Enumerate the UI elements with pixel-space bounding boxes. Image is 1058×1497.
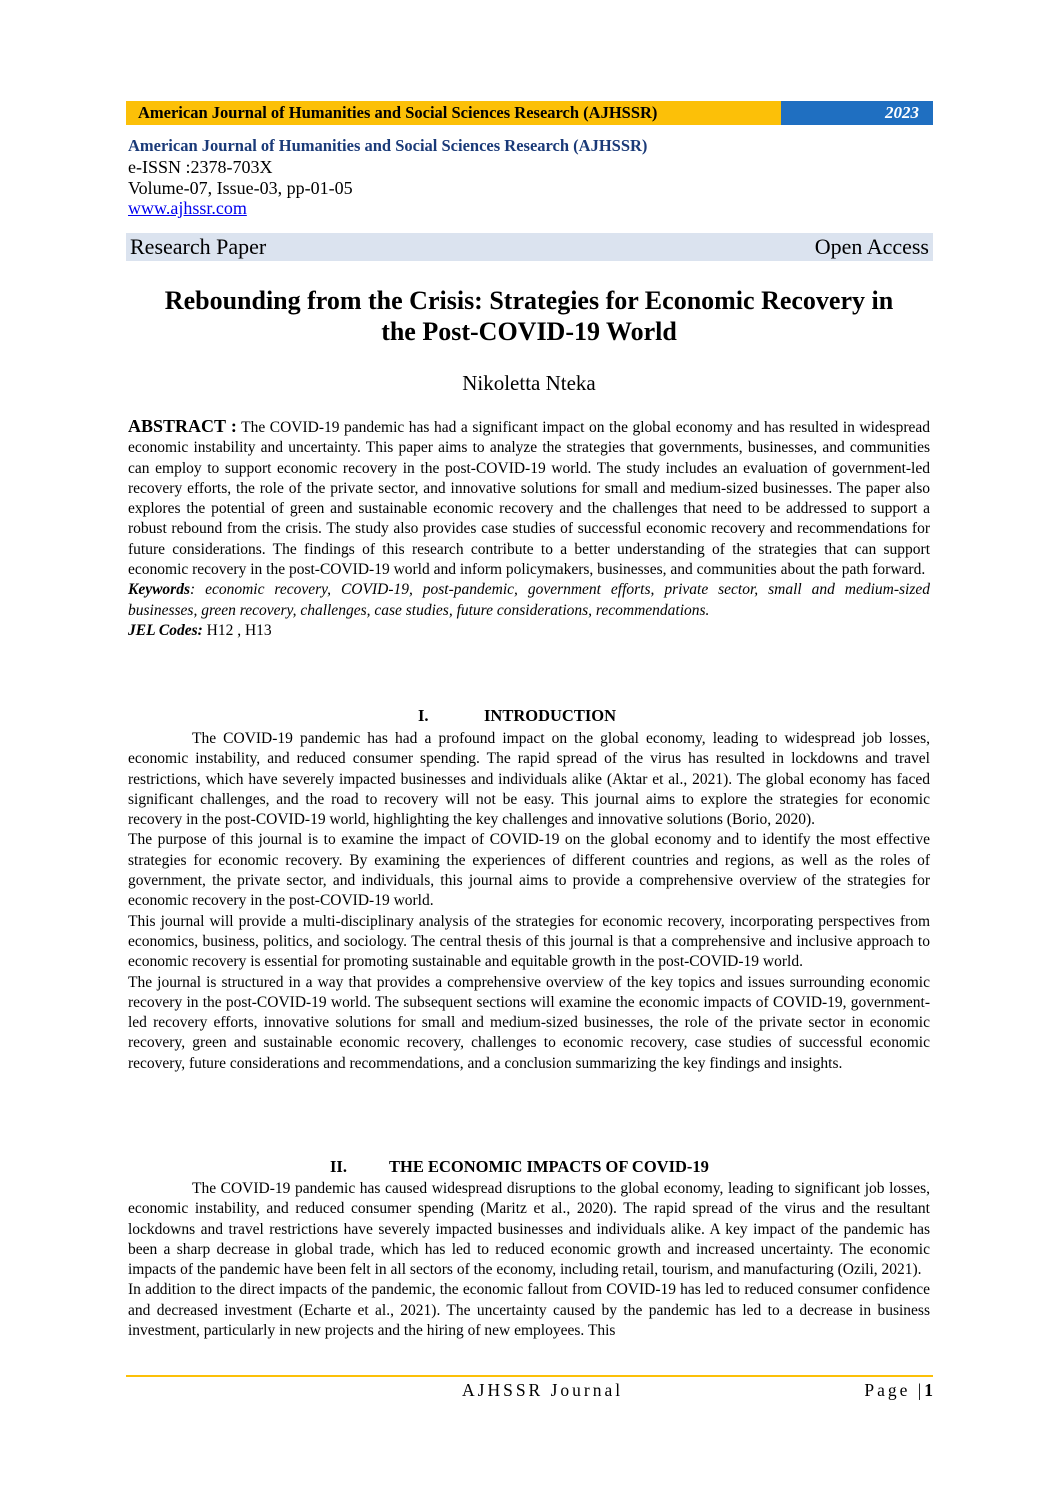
paper-type: Research Paper: [130, 234, 267, 259]
paragraph: The journal is structured in a way that provides a comprehensive overview of the key topics and issues surrounding economic recovery in the post-COVID-19 world. The subsequent sections will examine the economic impacts of COVID-19, government-led recovery efforts, innovative solutions for small and medium-sized businesses, the role of the private sector in economic recovery, green and sustainable economic recovery, challenges to economic recovery, case studies of successful economic recovery, future considerations and recommendations, and a conclusion summarizing the key findings and insights.: [128, 973, 930, 1072]
journal-website-link[interactable]: www.ajhssr.com: [128, 198, 247, 218]
article-title: [100, 285, 958, 347]
abstract-text: The COVID-19 pandemic has had a significant impact on the global economy and has resulted in widespread economic instability and uncertainty. This paper aims to analyze the strategies that governments, businesses, and communities can employ to support economic recovery in the post-COVID-19 world. The study includes an evaluation of government-led recovery efforts, the role of the private sector, and innovative solutions for small and medium-sized businesses. The paper also explores the potential of green and sustainable economic recovery and the challenges that need to be addressed to support a robust rebound from the crisis. The study also provides case studies of successful economic recovery and recommendations for future considerations. The findings of this research contribute to a better understanding of the strategies that can support economic recovery in the post-COVID-19 world and inform policymakers, businesses, and communities about the path forward.: [128, 419, 930, 579]
access-type: Open Access: [814, 234, 929, 259]
page-number: 1: [924, 1380, 933, 1400]
author-name: Nikoletta Nteka: [462, 371, 596, 395]
introduction-body: [128, 729, 930, 1074]
section-number: I.: [418, 706, 429, 725]
section-title: INTRODUCTION: [484, 706, 617, 725]
section-heading-introduction: [128, 706, 930, 726]
paragraph: In addition to the direct impacts of the pandemic, the economic fallout from COVID-19 has led to reduced consumer confidence and decreased investment (Echarte et al., 2021). The uncertainty caused by the pandemic has led to a decrease in business investment, particularly in new projects and the hiring of new employees. This: [128, 1281, 930, 1340]
paper-type-bar: [126, 233, 933, 261]
paragraph: The COVID-19 pandemic has caused widespread disruptions to the global economy, leading to significant job losses, economic instability, and reduced consumer spending (Maritz et al., 2020). The rapid spread of the virus and the resultant lockdowns and travel restrictions have severely impacted businesses and individuals alike. A key impact of the pandemic has been a sharp decrease in global trade, which has led to reduced economic growth and increased uncertainty. The economic impacts of the pandemic have been felt in all sectors of the economy, including retail, tourism, and manufacturing (Ozili, 2021).: [128, 1180, 930, 1279]
abstract-block: [128, 416, 930, 641]
section-number: II.: [330, 1157, 347, 1176]
abstract-label: ABSTRACT :: [128, 416, 237, 436]
journal-title: American Journal of Humanities and Social Sciences Research (AJHSSR): [128, 136, 648, 155]
keywords-label: Keywords: [128, 581, 190, 599]
article-title-line-2: the Post-COVID-19 World: [381, 317, 677, 346]
footer-journal: AJHSSR Journal: [462, 1380, 624, 1400]
jel-codes: H12 , H13: [202, 621, 272, 639]
paragraph: The purpose of this journal is to examine the impact of COVID-19 on the global economy and to identify the most effective strategies for economic recovery. By examining the experiences of different countries and regions, as well as the roles of government, the private sector, and individuals, this journal aims to provide a comprehensive overview of the strategies for economic recovery in the post-COVID-19 world.: [128, 831, 930, 910]
header-journal-name: American Journal of Humanities and Social Sciences Research (AJHSSR): [126, 101, 781, 125]
header-year: 2023: [781, 101, 933, 125]
section-heading-economic-impacts: [128, 1157, 930, 1177]
paragraph: The COVID-19 pandemic has had a profound impact on the global economy, leading to widespread job losses, economic instability, and reduced consumer spending. The rapid spread of the virus has resulted in lockdowns and travel restrictions, which have severely impacted businesses and individuals alike (Aktar et al., 2021). The global economy has faced significant challenges, and the road to recovery will not be easy. This journal aims to explore the strategies for economic recovery in the post-COVID-19 world, highlighting the key challenges and innovative solutions (Borio, 2020).: [128, 730, 930, 829]
article-title-line-1: Rebounding from the Crisis: Strategies for Economic Recovery in: [164, 286, 894, 315]
page-label: Page |: [864, 1380, 925, 1400]
keywords-text: : economic recovery, COVID-19, post-pandemic, government efforts, private sector, small and medium-sized businesses, green recovery, challenges, case studies, future considerations, recommendations.: [128, 581, 930, 619]
economic-impacts-body: [128, 1179, 930, 1341]
jel-label: JEL Codes:: [128, 621, 203, 639]
paragraph: This journal will provide a multi-disciplinary analysis of the strategies for economic recovery, incorporating perspectives from economics, business, politics, and sociology. The central thesis of this journal is that a comprehensive and inclusive approach to economic recovery is essential for promoting sustainable and equitable growth in the post-COVID-19 world.: [128, 912, 930, 971]
issn: e-ISSN :2378-703X: [128, 157, 273, 177]
journal-info: [128, 135, 933, 219]
volume-issue: Volume-07, Issue-03, pp-01-05: [128, 177, 353, 198]
footer-page: [864, 1380, 933, 1401]
page-footer: [126, 1377, 933, 1403]
journal-header-bar: [126, 101, 933, 125]
section-title: THE ECONOMIC IMPACTS OF COVID-19: [389, 1157, 709, 1176]
